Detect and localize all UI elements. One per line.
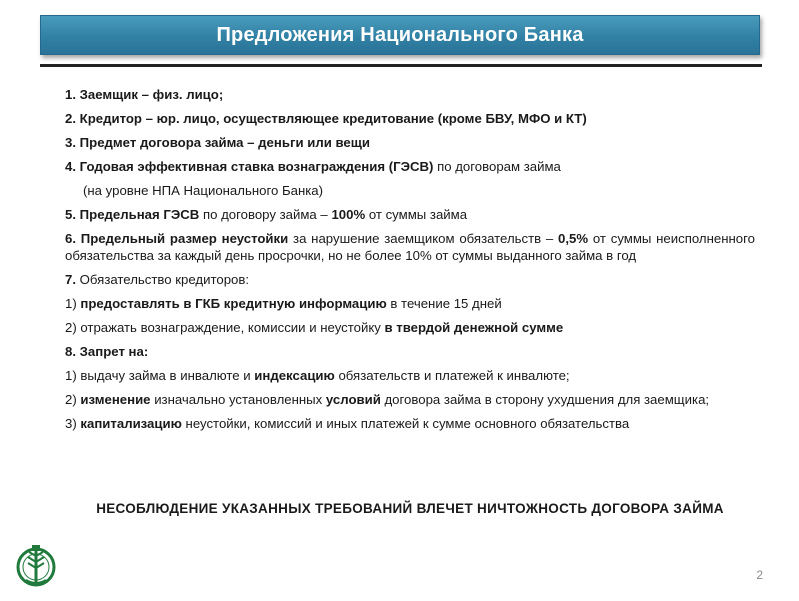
list-item-text: 2. Кредитор – юр. лицо, осуществляющее кредитование (кроме БВУ, МФО и КТ) xyxy=(65,111,587,126)
list-item-text: договора займа в сторону ухудшения для заемщика; xyxy=(380,392,710,407)
list-item-text: 7. xyxy=(65,272,76,287)
list-item-text: изменение xyxy=(80,392,151,407)
list-item xyxy=(65,319,755,336)
list-item xyxy=(65,367,755,384)
page-number: 2 xyxy=(756,568,763,582)
proposals-list xyxy=(65,86,755,439)
list-item xyxy=(65,230,755,264)
list-item-text: капитализацию xyxy=(80,416,182,431)
list-item-text: 4. Годовая эффективная ставка вознаграждения (ГЭСВ) xyxy=(65,159,434,174)
list-item-text: (на уровне НПА Национального Банка) xyxy=(83,183,324,198)
national-bank-logo xyxy=(12,542,60,590)
list-item xyxy=(65,206,755,223)
list-item-text: Обязательство кредиторов: xyxy=(76,272,250,287)
list-item-text: обязательств и платежей к инвалюте; xyxy=(334,368,570,383)
list-item xyxy=(65,295,755,312)
list-item-text: 6. Предельный размер неустойки xyxy=(65,231,289,246)
list-item-text: 2) xyxy=(65,392,81,407)
title-bar xyxy=(40,15,760,55)
list-item xyxy=(65,391,755,408)
list-item-text: 1) xyxy=(65,296,81,311)
list-item-text: 3. Предмет договора займа – деньги или вещи xyxy=(65,135,370,150)
list-item-text: 8. Запрет на: xyxy=(65,344,149,359)
title-divider xyxy=(40,64,762,67)
list-item xyxy=(65,86,755,103)
list-item-text: 2) отражать вознаграждение, комиссии и неустойку xyxy=(65,320,385,335)
list-item xyxy=(65,134,755,151)
list-item-text: 3) xyxy=(65,416,81,431)
list-item xyxy=(65,182,755,199)
slide-title: Предложения Национального Банка xyxy=(216,23,584,46)
list-item-text: по договору займа – xyxy=(199,207,332,222)
warning-notice: НЕСОБЛЮДЕНИЕ УКАЗАННЫХ ТРЕБОВАНИЙ ВЛЕЧЕТ НИЧТОЖНОСТЬ ДОГОВОРА ЗАЙМА xyxy=(96,501,724,516)
list-item-text: в течение 15 дней xyxy=(386,296,502,311)
list-item xyxy=(65,158,755,175)
list-item-text: предоставлять в ГКБ кредитную информацию xyxy=(80,296,387,311)
list-item-text: условий xyxy=(325,392,381,407)
list-item xyxy=(65,110,755,127)
list-item-text: изначально установленных xyxy=(150,392,326,407)
list-item xyxy=(65,343,755,360)
list-item xyxy=(65,415,755,432)
list-item-text: от суммы займа xyxy=(365,207,468,222)
list-item-text: индексацию xyxy=(254,368,335,383)
list-item-text: в твердой денежной сумме xyxy=(384,320,564,335)
list-item-text: 1. Заемщик – физ. лицо; xyxy=(65,87,224,102)
list-item-text: неустойки, комиссий и иных платежей к сумме основного обязательства xyxy=(181,416,630,431)
list-item-text: 0,5% xyxy=(558,231,589,246)
list-item-text: 5. Предельная ГЭСВ xyxy=(65,207,200,222)
list-item-text: 100% xyxy=(331,207,366,222)
list-item xyxy=(65,271,755,288)
list-item-text: 1) выдачу займа в инвалюте и xyxy=(65,368,255,383)
list-item-text: по договорам займа xyxy=(433,159,561,174)
list-item-text: за нарушение заемщиком обязательств – xyxy=(288,231,559,246)
list-item-text: от суммы неисполненного обязательства за каждый день просрочки, но не более 10% от суммы выданного займа в год xyxy=(65,231,755,263)
